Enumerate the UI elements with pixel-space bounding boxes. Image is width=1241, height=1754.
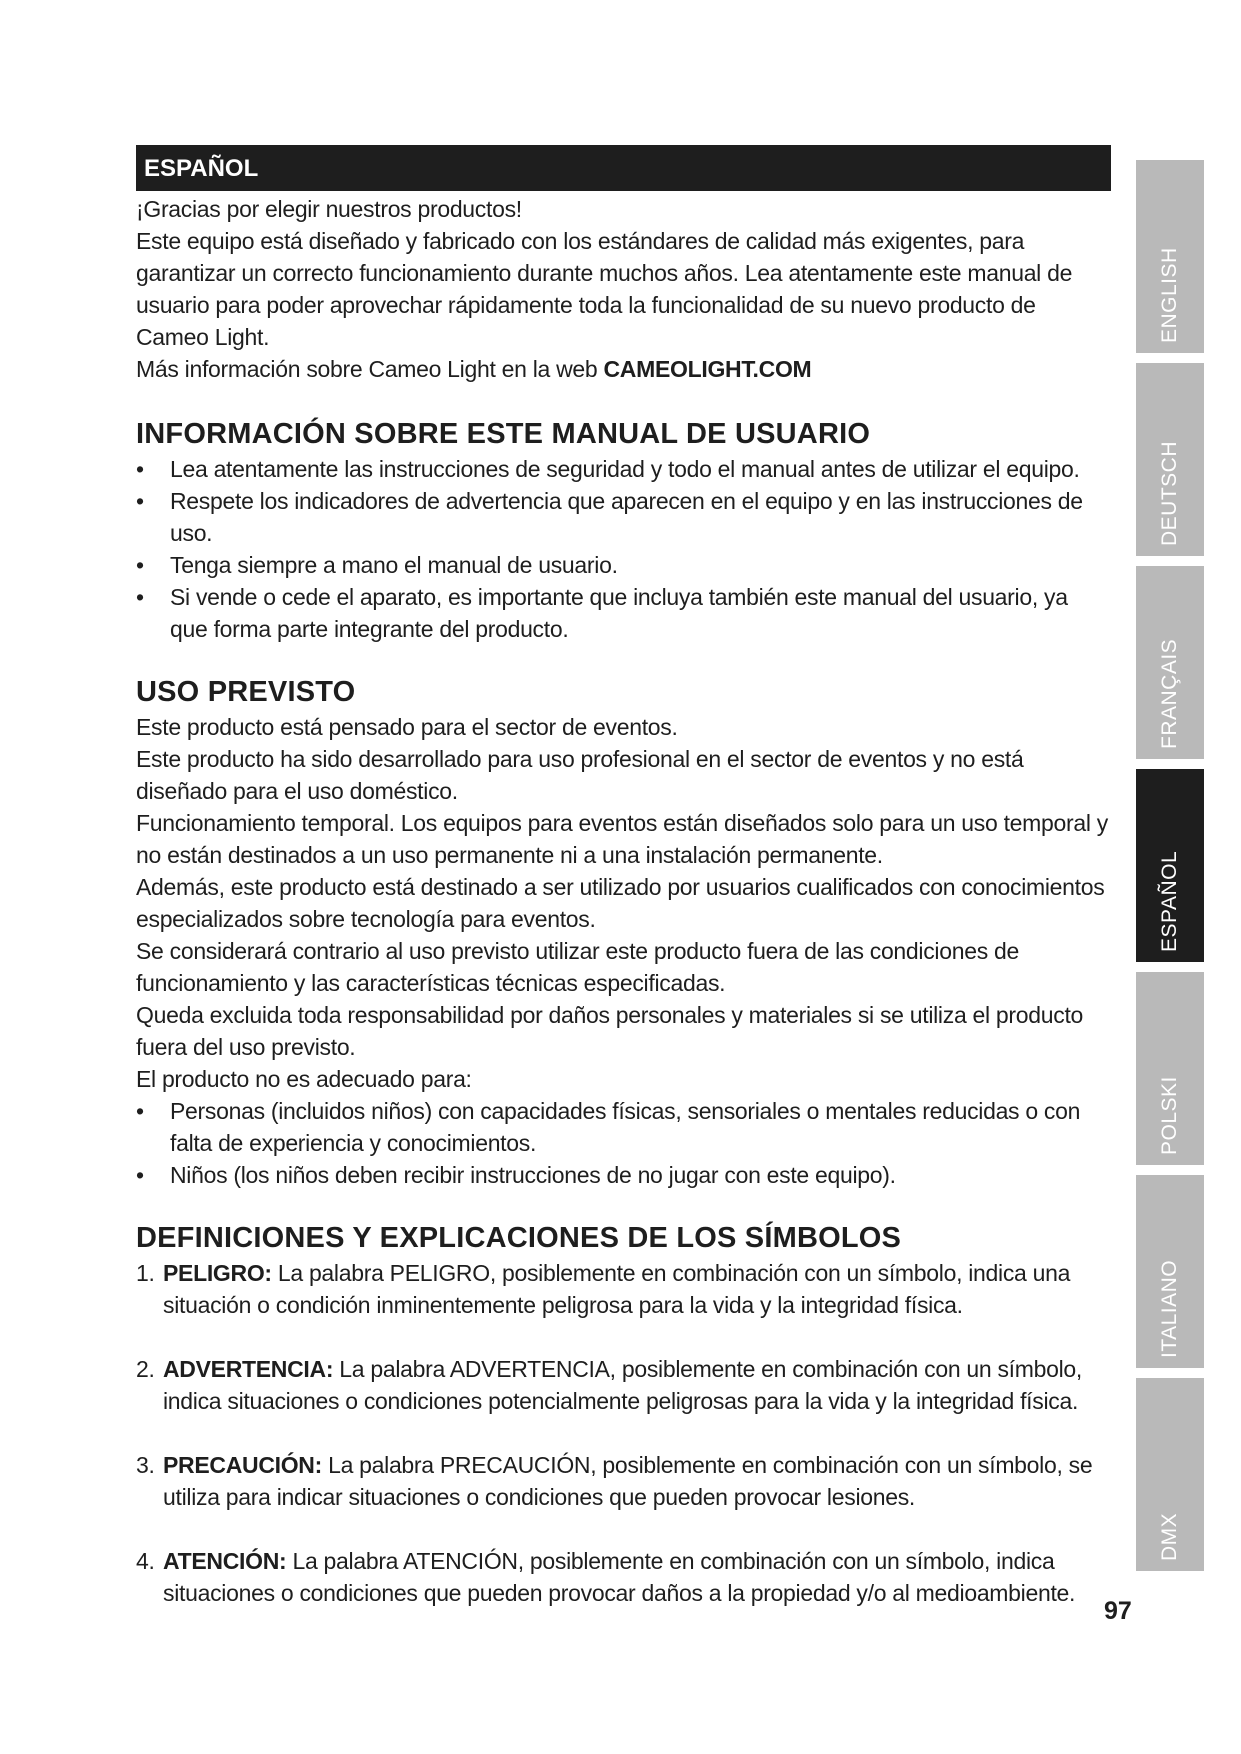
page-number: 97 <box>1104 1597 1132 1625</box>
intended-use-paragraph: Funcionamiento temporal. Los equipos para eventos están diseñados solo para un uso temporal y no están destinados a un uso permanente ni a una instalación permanente. <box>136 810 1108 868</box>
definition-number: 4. <box>136 1548 155 1574</box>
definition-term: ATENCIÓN: <box>163 1548 287 1574</box>
intended-use-paragraph: Este producto está pensado para el sector de eventos. <box>136 714 678 740</box>
language-banner: ESPAÑOL <box>136 145 1111 191</box>
tab-dmx[interactable] <box>1136 1378 1204 1571</box>
list-item: • Tenga siempre a mano el manual de usuario. <box>136 549 1111 581</box>
definition-number: 1. <box>136 1260 155 1286</box>
intro-more-info <box>136 353 1111 385</box>
manual-info-list <box>136 453 1111 645</box>
list-item: • Niños (los niños deben recibir instrucciones de no jugar con este equipo). <box>136 1159 1111 1191</box>
intended-use-paragraph: Queda excluida toda responsabilidad por daños personales y materiales si se utiliza el producto fuera del uso previsto. <box>136 1002 1084 1060</box>
list-item: • Lea atentamente las instrucciones de seguridad y todo el manual antes de utilizar el equipo. <box>136 453 1111 485</box>
tab-label: DMX <box>1158 1512 1181 1561</box>
definition-item <box>136 1353 1111 1417</box>
tab-label: POLSKI <box>1158 1076 1181 1155</box>
tab-label: ESPAÑOL <box>1158 850 1181 952</box>
tab-label: ENGLISH <box>1158 247 1181 343</box>
definition-text: La palabra ADVERTENCIA, posiblemente en combinación con un símbolo, indica situaciones o condiciones potencialmente peligrosas para la vida y la integridad física. <box>163 1356 1083 1414</box>
tab-espanol[interactable] <box>1136 769 1204 962</box>
more-info-text: Más información sobre Cameo Light en la web <box>136 356 604 382</box>
definition-item <box>136 1449 1111 1513</box>
intended-use-paragraph: Se considerará contrario al uso previsto utilizar este producto fuera de las condiciones de funcionamiento y las características técnicas especificadas. <box>136 938 1019 996</box>
tab-italiano[interactable] <box>1136 1175 1204 1368</box>
definition-term: PRECAUCIÓN: <box>163 1452 322 1478</box>
tab-francais[interactable] <box>1136 566 1204 759</box>
definition-item <box>136 1545 1111 1609</box>
definition-number: 2. <box>136 1356 155 1382</box>
definition-text: La palabra PELIGRO, posiblemente en combinación con un símbolo, indica una situación o condición inminentemente peligrosa para la vida y la integridad física. <box>163 1260 1071 1318</box>
intended-use-paragraph: Además, este producto está destinado a ser utilizado por usuarios cualificados con conocimientos especializados sobre tecnología para eventos. <box>136 874 1105 932</box>
tab-polski[interactable] <box>1136 972 1204 1165</box>
intended-use-paragraph: El producto no es adecuado para: <box>136 1066 472 1092</box>
intro-paragraph: Este equipo está diseñado y fabricado con los estándares de calidad más exigentes, para garantizar un correcto funcionamiento durante muchos años. Lea atentamente este manual de usuario para poder aprovechar rápidamente toda la funcionalidad de su nuevo producto de Cameo Light. <box>136 228 1073 350</box>
definition-text: La palabra PRECAUCIÓN, posiblemente en combinación con un símbolo, se utiliza para indicar situaciones o condiciones que pueden provocar lesiones. <box>163 1452 1093 1510</box>
tab-label: DEUTSCH <box>1158 440 1181 546</box>
website-link[interactable]: CAMEOLIGHT.COM <box>603 356 812 382</box>
manual-page-content <box>136 145 1111 1609</box>
intended-use-paragraph: Este producto ha sido desarrollado para uso profesional en el sector de eventos y no está diseñado para el uso doméstico. <box>136 746 1024 804</box>
definition-number: 3. <box>136 1452 155 1478</box>
tab-label: ITALIANO <box>1158 1259 1181 1358</box>
list-item: • Si vende o cede el aparato, es importante que incluya también este manual del usuario, ya que forma parte integrante del producto. <box>136 581 1111 645</box>
list-item: • Personas (incluidos niños) con capacidades físicas, sensoriales o mentales reducidas o con falta de experiencia y conocimientos. <box>136 1095 1111 1159</box>
manual-info-heading: INFORMACIÓN SOBRE ESTE MANUAL DE USUARIO <box>136 418 871 450</box>
definition-term: ADVERTENCIA: <box>163 1356 334 1382</box>
tab-english[interactable] <box>1136 160 1204 353</box>
not-suitable-list <box>136 1095 1111 1191</box>
tab-label: FRANÇAIS <box>1158 638 1181 749</box>
definition-term: PELIGRO: <box>163 1260 272 1286</box>
definitions-heading: DEFINICIONES Y EXPLICACIONES DE LOS SÍMBOLOS <box>136 1222 902 1254</box>
list-item: • Respete los indicadores de advertencia que aparecen en el equipo y en las instrucciones de uso. <box>136 485 1111 549</box>
definition-text: La palabra ATENCIÓN, posiblemente en combinación con un símbolo, indica situaciones o condiciones que pueden provocar daños a la propiedad y/o al medioambiente. <box>163 1548 1076 1606</box>
intro-thanks: ¡Gracias por elegir nuestros productos! <box>136 196 522 222</box>
definition-item <box>136 1257 1111 1321</box>
tab-deutsch[interactable] <box>1136 363 1204 556</box>
intended-use-heading: USO PREVISTO <box>136 676 356 708</box>
definitions-list <box>136 1257 1111 1609</box>
